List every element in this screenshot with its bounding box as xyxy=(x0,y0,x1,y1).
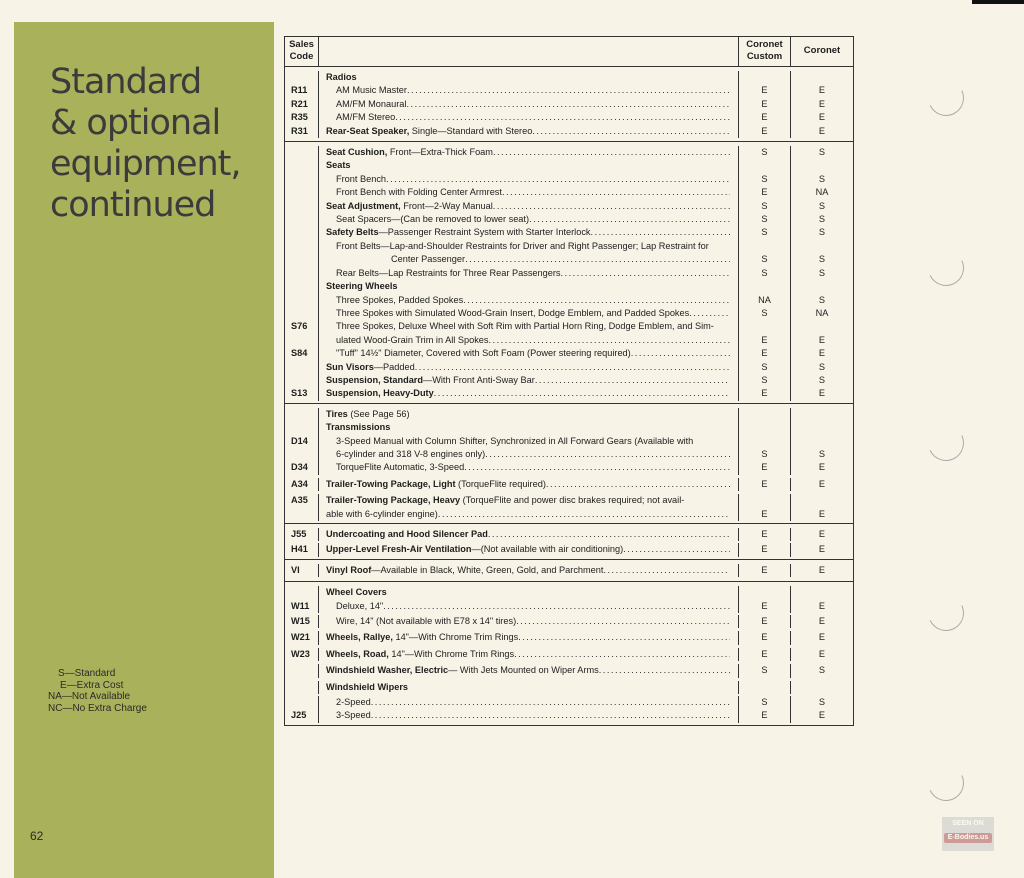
binder-hole xyxy=(923,420,969,466)
sales-code: R11 xyxy=(285,84,319,97)
table-row xyxy=(285,226,853,239)
value-coronet: E xyxy=(818,462,826,473)
row-label: 3-Speed xyxy=(336,710,371,721)
value-custom: E xyxy=(739,543,791,556)
header-description xyxy=(319,37,739,66)
value-coronet: E xyxy=(818,710,826,721)
value-coronet: S xyxy=(818,294,826,305)
row-label: 3-Speed Manual with Column Shifter, Synchronized in All Forward Gears (Available with xyxy=(336,435,694,446)
section-wheels xyxy=(285,582,853,725)
row-label-bold: Vinyl Roof xyxy=(326,564,372,575)
value-coronet: S xyxy=(818,227,826,238)
row-label-bold: Seat Adjustment, xyxy=(326,200,401,211)
value-custom: E xyxy=(739,125,791,138)
row-label: Wire, 14" (Not available with E78 x 14" tires) xyxy=(336,616,517,627)
table-row xyxy=(285,628,853,644)
row-label: AM/FM Monaural xyxy=(336,98,407,109)
value-coronet: E xyxy=(818,600,826,611)
row-label: 14"—With Chrome Trim Rings xyxy=(392,632,519,643)
row-label: — With Jets Mounted on Wiper Arms xyxy=(448,665,599,676)
value-coronet: S xyxy=(818,665,826,676)
row-label: —(Not available with air conditioning) xyxy=(471,544,624,555)
row-label: 14"—With Chrome Trim Rings xyxy=(388,648,515,659)
table-row xyxy=(285,524,853,541)
title-line: Standard xyxy=(50,62,202,102)
sales-code: R35 xyxy=(285,111,319,124)
row-label: (TorqueFlite required) xyxy=(455,478,546,489)
table-row xyxy=(285,280,853,293)
row-label: ulated Wood-Grain Trim in All Spokes xyxy=(336,334,489,345)
value-coronet: NA xyxy=(815,307,829,318)
row-label-bold: Undercoating and Hood Silencer Pad xyxy=(326,529,488,539)
header-text: Code xyxy=(289,50,314,62)
value-custom: E xyxy=(739,631,791,644)
section-seats xyxy=(285,142,853,404)
value-custom: S xyxy=(739,267,791,280)
row-label: Front Belts—Lap-and-Shoulder Restraints for Driver and Right Passenger; Lap Restraint for xyxy=(336,240,709,251)
table-row xyxy=(285,421,853,434)
row-label: (See Page 56) xyxy=(347,408,410,419)
sales-code: J55 xyxy=(285,528,319,541)
watermark-top: SEEN ON xyxy=(952,820,984,827)
row-label: (TorqueFlite and power disc brakes required; not avail- xyxy=(460,495,685,506)
table-row xyxy=(285,709,853,724)
table-row xyxy=(285,67,853,84)
value-coronet: E xyxy=(818,334,826,345)
row-label: —Padded xyxy=(373,361,415,372)
table-row xyxy=(285,267,853,280)
value-custom: S xyxy=(739,696,791,709)
value-custom: E xyxy=(739,98,791,111)
row-heading: Wheel Covers xyxy=(319,586,739,599)
sales-code: A35 xyxy=(285,494,319,521)
table-row xyxy=(285,491,853,523)
table-row xyxy=(285,541,853,558)
value-custom: NA xyxy=(739,294,791,307)
row-label: Seat Spacers—(Can be removed to lower seat) xyxy=(336,214,530,225)
value-custom: S xyxy=(739,226,791,239)
value-custom: S xyxy=(739,435,791,462)
value-custom: E xyxy=(739,347,791,360)
value-coronet: S xyxy=(818,448,826,459)
header-text: Custom xyxy=(746,50,783,62)
row-label: Single—Standard with Stereo xyxy=(409,125,533,136)
table-row xyxy=(285,111,853,124)
sales-code: W21 xyxy=(285,631,319,644)
value-coronet: E xyxy=(818,632,826,643)
table-row xyxy=(285,307,853,320)
row-label: —Available in Black, White, Green, Gold, and Parchment xyxy=(371,564,604,575)
row-label: Three Spokes with Simulated Wood-Grain Insert, Dodge Emblem, and Padded Spokes xyxy=(336,307,690,318)
table-row xyxy=(285,84,853,97)
row-label: Rear Belts—Lap Restraints for Three Rear Passengers xyxy=(336,267,561,278)
legend-item: NA—Not Available xyxy=(48,691,131,702)
row-label: able with 6-cylinder engine) xyxy=(326,508,438,519)
sales-code: D14 xyxy=(285,435,319,462)
row-label: "Tuff" 14½" Diameter, Covered with Soft Foam (Power steering required) xyxy=(336,348,631,359)
value-coronet: E xyxy=(818,112,826,123)
sales-code: J25 xyxy=(285,709,319,722)
value-coronet: E xyxy=(818,98,826,109)
table-row xyxy=(285,560,853,581)
table-row xyxy=(285,678,853,694)
value-coronet: E xyxy=(818,616,826,627)
value-coronet: E xyxy=(818,529,826,539)
table-row xyxy=(285,347,853,360)
value-coronet: S xyxy=(818,173,826,184)
value-custom: E xyxy=(739,709,791,722)
row-label-bold: Rear-Seat Speaker, xyxy=(326,125,410,136)
row-label: —With Front Anti-Sway Bar xyxy=(423,374,535,385)
row-label: Three Spokes, Padded Spokes xyxy=(336,294,464,305)
value-custom: E xyxy=(739,564,791,577)
value-custom: E xyxy=(739,111,791,124)
row-label: Front Bench with Folding Center Armrest xyxy=(336,187,502,198)
title-line: continued xyxy=(50,185,216,225)
table-row xyxy=(285,142,853,159)
sales-code: A34 xyxy=(285,478,319,491)
value-custom: S xyxy=(739,307,791,320)
row-label: 6-cylinder and 318 V-8 engines only) xyxy=(336,448,486,459)
title-line: equipment, xyxy=(50,144,241,184)
page-number: 62 xyxy=(30,829,44,843)
value-coronet: NA xyxy=(815,187,829,198)
table-row xyxy=(285,435,853,462)
value-custom: E xyxy=(739,494,791,521)
sales-code: W11 xyxy=(285,600,319,613)
page-title xyxy=(50,62,241,226)
value-coronet: E xyxy=(818,388,826,399)
value-coronet: S xyxy=(818,697,826,708)
row-label-bold: Windshield Washer, Electric xyxy=(326,665,449,676)
value-custom: S xyxy=(739,213,791,226)
header-sales-code xyxy=(285,37,319,66)
row-label-bold: Trailer-Towing Package, Heavy xyxy=(326,495,461,506)
section-transmissions xyxy=(285,404,853,524)
table-row xyxy=(285,694,853,709)
value-coronet: S xyxy=(818,147,826,158)
table-row xyxy=(285,361,853,374)
table-row xyxy=(285,645,853,661)
table-row xyxy=(285,600,853,613)
row-heading: Steering Wheels xyxy=(319,280,739,293)
row-heading: Windshield Wipers xyxy=(319,681,739,694)
table-row xyxy=(285,98,853,111)
legend-item: E—Extra Cost xyxy=(60,679,124,691)
value-coronet: S xyxy=(818,254,826,265)
value-custom: E xyxy=(739,320,791,347)
header-coronet-custom xyxy=(739,37,791,66)
value-custom: E xyxy=(739,528,791,541)
row-label: Front—2-Way Manual xyxy=(400,200,493,211)
table-header xyxy=(285,37,853,67)
row-label: Front—Extra-Thick Foam xyxy=(387,147,493,158)
table-row xyxy=(285,173,853,186)
row-label: Deluxe, 14" xyxy=(336,600,384,611)
table-row xyxy=(285,294,853,307)
row-label-bold: Sun Visors xyxy=(326,361,374,372)
table-row xyxy=(285,461,853,474)
value-custom: S xyxy=(739,173,791,186)
table-row xyxy=(285,240,853,267)
value-coronet: S xyxy=(818,200,826,211)
value-custom: E xyxy=(739,648,791,661)
table-row xyxy=(285,200,853,213)
equipment-table xyxy=(284,36,854,726)
table-row xyxy=(285,186,853,199)
table-row xyxy=(285,213,853,226)
watermark-bottom: E-Bodies.us xyxy=(944,833,992,843)
legend xyxy=(48,668,147,714)
value-custom: E xyxy=(739,186,791,199)
table-row xyxy=(285,320,853,347)
row-label: —Passenger Restraint System with Starter Interlock xyxy=(378,227,591,238)
row-heading: Radios xyxy=(319,71,739,84)
row-label: AM/FM Stereo xyxy=(336,112,396,123)
row-label-bold: Safety Belts xyxy=(326,227,379,238)
table-row xyxy=(285,125,853,141)
row-label: 2-Speed xyxy=(336,697,371,708)
section-radios xyxy=(285,67,853,142)
row-label: Three Spokes, Deluxe Wheel with Soft Rim with Partial Horn Ring, Dodge Emblem, and Sim- xyxy=(336,321,714,332)
value-custom: E xyxy=(739,600,791,613)
value-custom: E xyxy=(739,615,791,628)
value-coronet: E xyxy=(818,648,826,659)
row-label: AM Music Master xyxy=(336,85,407,96)
top-edge-bar xyxy=(972,0,1024,4)
value-coronet: E xyxy=(818,125,826,136)
row-label: Center Passenger xyxy=(391,254,466,265)
sales-code: VI xyxy=(285,564,319,577)
value-coronet: E xyxy=(818,348,826,359)
row-label-bold: Seat Cushion, xyxy=(326,147,388,158)
row-label-bold: Wheels, Road, xyxy=(326,648,389,659)
row-label: Front Bench xyxy=(336,173,387,184)
row-heading: Transmissions xyxy=(319,421,739,434)
row-label-bold: Suspension, Heavy-Duty xyxy=(326,388,434,399)
title-line: & optional xyxy=(50,103,221,143)
sales-code: W15 xyxy=(285,615,319,628)
table-row xyxy=(285,613,853,628)
header-text: Sales xyxy=(289,39,314,50)
header-coronet: Coronet xyxy=(803,45,841,56)
binder-hole xyxy=(923,590,969,636)
row-label-bold: Trailer-Towing Package, Light xyxy=(326,478,456,489)
sales-code: D34 xyxy=(285,461,319,474)
sales-code: S13 xyxy=(285,387,319,400)
row-label: TorqueFlite Automatic, 3-Speed xyxy=(336,462,465,473)
value-coronet: S xyxy=(818,374,826,385)
sales-code: W23 xyxy=(285,648,319,661)
watermark xyxy=(942,817,994,851)
header-text: Coronet xyxy=(746,39,783,50)
section-undercoating xyxy=(285,524,853,560)
row-heading: Seats xyxy=(319,159,739,172)
table-row xyxy=(285,387,853,402)
legend-item: NC—No Extra Charge xyxy=(48,702,147,714)
table-row xyxy=(285,475,853,491)
value-coronet: E xyxy=(818,564,826,575)
table-row xyxy=(285,661,853,677)
value-custom: S xyxy=(739,664,791,677)
value-custom: S xyxy=(739,146,791,159)
row-label-bold: Upper-Level Fresh-Air Ventilation xyxy=(326,544,472,555)
sales-code: H41 xyxy=(285,543,319,556)
sales-code: S84 xyxy=(285,347,319,360)
value-coronet: E xyxy=(818,85,826,96)
value-coronet: E xyxy=(818,508,826,519)
value-coronet: E xyxy=(818,544,826,555)
value-custom: S xyxy=(739,200,791,213)
table-row xyxy=(285,374,853,387)
binder-hole xyxy=(923,245,969,291)
table-row xyxy=(285,404,853,421)
binder-hole xyxy=(923,75,969,121)
value-custom: E xyxy=(739,461,791,474)
section-vinyl-roof xyxy=(285,560,853,582)
value-custom: S xyxy=(739,374,791,387)
value-custom: E xyxy=(739,84,791,97)
value-custom: E xyxy=(739,387,791,400)
row-label-bold: Tires xyxy=(326,408,348,419)
value-coronet: S xyxy=(818,214,826,225)
value-coronet: S xyxy=(818,361,826,372)
legend-item: S—Standard xyxy=(58,668,116,679)
sales-code: S76 xyxy=(285,320,319,347)
value-coronet: E xyxy=(818,478,826,489)
table-row xyxy=(285,159,853,172)
value-custom: S xyxy=(739,240,791,267)
value-coronet: S xyxy=(818,267,826,278)
table-row xyxy=(285,582,853,599)
row-label-bold: Suspension, Standard xyxy=(326,374,423,385)
binder-hole xyxy=(923,760,969,806)
value-custom: E xyxy=(739,478,791,491)
sales-code: R21 xyxy=(285,98,319,111)
sales-code: R31 xyxy=(285,125,319,138)
value-custom: S xyxy=(739,361,791,374)
row-label-bold: Wheels, Rallye, xyxy=(326,632,393,643)
